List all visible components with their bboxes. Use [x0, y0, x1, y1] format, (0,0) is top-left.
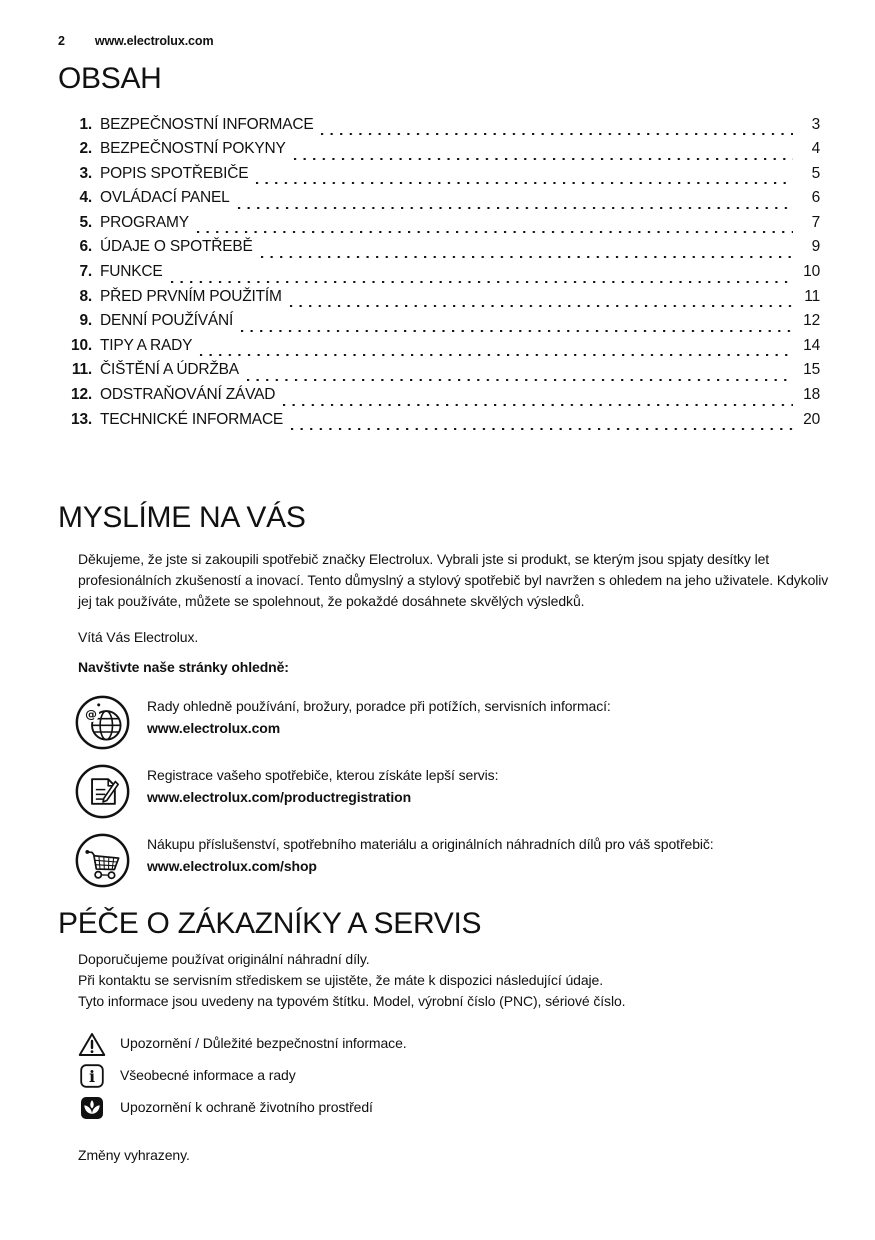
toc-entry[interactable] [58, 116, 820, 141]
toc-entry-page: 3 [811, 115, 820, 133]
note-text: Upozornění k ochraně životního prostředí [120, 1098, 373, 1115]
toc-leader-dots [289, 304, 793, 308]
toc-entry-page: 11 [804, 287, 820, 305]
note-row-warning [78, 1031, 837, 1057]
toc-leader-dots [290, 427, 793, 431]
link-description: Rady ohledně používání, brožury, poradce při potížích, servisních informací: [147, 698, 611, 715]
rights-reserved-note: Změny vyhrazeny. [78, 1146, 190, 1163]
toc-entry[interactable] [58, 263, 820, 288]
care-line: Tyto informace jsou uvedeny na typovém štítku. Model, výrobní číslo (PNC), sériové číslo. [78, 993, 626, 1010]
svg-text:@: @ [85, 707, 98, 722]
toc-entry-page: 14 [803, 336, 820, 354]
note-text: Všeobecné informace a rady [120, 1066, 296, 1083]
welcome-line: Vítá Vás Electrolux. [78, 628, 199, 645]
toc-leader-dots [246, 378, 793, 382]
toc-entry-page: 10 [803, 263, 820, 281]
note-text: Upozornění / Důležité bezpečnostní informace. [120, 1034, 407, 1051]
toc-entry-label: PŘED PRVNÍM POUŽITÍM [100, 287, 282, 305]
link-text-block [147, 763, 498, 808]
toc-leader-dots [199, 353, 793, 357]
toc-leader-dots [293, 157, 793, 161]
toc-entry[interactable] [58, 189, 820, 214]
toc-entry-label: BEZPEČNOSTNÍ POKYNY [100, 140, 286, 158]
toc-entry-label: FUNKCE [100, 263, 163, 281]
toc-entry-number: 3. [79, 164, 92, 182]
toc-entry-number: 2. [79, 140, 92, 158]
section-title-we-think-of-you: MYSLÍME NA VÁS [58, 501, 306, 535]
care-paragraph [78, 949, 837, 1013]
note-row-eco [78, 1095, 837, 1121]
svg-text:i: i [88, 1066, 96, 1086]
table-of-contents [58, 116, 837, 436]
toc-entry-number: 11. [71, 361, 92, 379]
toc-entry-number: 4. [79, 189, 92, 207]
globe-at-icon [74, 694, 131, 751]
toc-entry-number: 1. [79, 115, 92, 133]
toc-entry-page: 9 [811, 238, 820, 256]
product-registration-icon [74, 763, 131, 820]
note-row-info [78, 1063, 837, 1089]
toc-entry-number: 6. [79, 238, 92, 256]
toc-entry[interactable] [58, 165, 820, 190]
care-line: Doporučujeme používat originální náhradní díly. [78, 950, 370, 967]
toc-entry-page: 18 [803, 386, 820, 404]
warning-icon [78, 1031, 106, 1057]
link-row-registration [74, 763, 837, 820]
toc-leader-dots [240, 329, 793, 333]
section-title-customer-care: PÉČE O ZÁKAZNÍKY A SERVIS [58, 907, 482, 941]
page-header [58, 34, 837, 48]
toc-entry-number: 7. [79, 263, 92, 281]
toc-entry-page: 5 [811, 164, 820, 182]
toc-entry-label: TECHNICKÉ INFORMACE [100, 410, 284, 428]
toc-entry-number: 12. [71, 386, 92, 404]
link-row-shop [74, 832, 837, 889]
toc-entry[interactable] [58, 312, 820, 337]
toc-entry[interactable] [58, 288, 820, 313]
toc-entry[interactable] [58, 337, 820, 362]
toc-entry-label: PROGRAMY [100, 213, 189, 231]
shopping-cart-icon [74, 832, 131, 889]
link-text-block [147, 832, 714, 877]
website-links [74, 694, 837, 889]
link-description: Registrace vašeho spotřebiče, kterou získáte lepší servis: [147, 767, 499, 784]
toc-entry[interactable] [58, 386, 820, 411]
toc-leader-dots [255, 181, 793, 185]
care-line: Při kontaktu se servisním střediskem se ujistěte, že máte k dispozici následující údaje. [78, 972, 603, 988]
toc-entry-page: 20 [803, 410, 820, 428]
toc-entry-number: 10. [71, 336, 92, 354]
toc-entry-label: ČIŠTĚNÍ A ÚDRŽBA [100, 361, 239, 379]
toc-entry[interactable] [58, 361, 820, 386]
toc-entry-page: 6 [811, 189, 820, 207]
link-url[interactable]: www.electrolux.com [147, 719, 281, 736]
toc-entry[interactable] [58, 140, 820, 165]
toc-title: OBSAH [58, 62, 162, 95]
toc-leader-dots [170, 280, 793, 284]
toc-entry-number: 13. [71, 410, 92, 428]
toc-entry-label: OVLÁDACÍ PANEL [100, 189, 230, 207]
toc-leader-dots [320, 132, 793, 136]
toc-leader-dots [196, 230, 793, 234]
symbol-legend [78, 1031, 837, 1121]
toc-entry-page: 7 [811, 213, 820, 231]
toc-entry-label: BEZPEČNOSTNÍ INFORMACE [100, 115, 314, 133]
visit-prompt: Navštivte naše stránky ohledně: [78, 658, 289, 675]
toc-entry[interactable] [58, 238, 820, 263]
link-row-advice [74, 694, 837, 751]
toc-leader-dots [237, 206, 793, 210]
link-description: Nákupu příslušenství, spotřebního materiálu a originálních náhradních dílů pro váš spotřebič: [147, 836, 714, 853]
toc-entry-label: TIPY A RADY [100, 336, 193, 354]
site-url: www.electrolux.com [94, 34, 214, 48]
link-text-block [147, 694, 611, 739]
toc-entry-page: 4 [811, 140, 820, 158]
intro-paragraph: Děkujeme, že jste si zakoupili spotřebič značky Electrolux. Vybrali jste si produkt, se kterým jsou spjaty desítky let profesionálních zkušeností a inovací. Tento důmyslný a stylový spotřebič byl navržen s ohledem na jeho uživatele. Kdykoliv jej tak používáte, můžete se spolehnout, že pokaždé dosáhnete skvělých výsledků. [78, 550, 829, 610]
page-number: 2 [58, 34, 65, 48]
toc-entry[interactable] [58, 214, 820, 239]
toc-entry-label: ÚDAJE O SPOTŘEBĚ [100, 238, 253, 256]
link-url[interactable]: www.electrolux.com/shop [147, 857, 317, 874]
link-url[interactable]: www.electrolux.com/productregistration [147, 788, 412, 805]
toc-entry-number: 9. [79, 312, 92, 330]
toc-entry-label: POPIS SPOTŘEBIČE [100, 164, 249, 182]
toc-entry-label: DENNÍ POUŽÍVÁNÍ [100, 312, 234, 330]
toc-entry-page: 12 [803, 312, 820, 330]
toc-entry-number: 8. [79, 287, 92, 305]
eco-icon [78, 1095, 106, 1121]
info-icon [78, 1063, 106, 1089]
toc-leader-dots [282, 403, 793, 407]
toc-entry-page: 15 [803, 361, 820, 379]
toc-entry[interactable] [58, 411, 820, 436]
toc-entry-number: 5. [79, 213, 92, 231]
toc-leader-dots [260, 255, 793, 259]
toc-entry-label: ODSTRAŇOVÁNÍ ZÁVAD [100, 386, 276, 404]
